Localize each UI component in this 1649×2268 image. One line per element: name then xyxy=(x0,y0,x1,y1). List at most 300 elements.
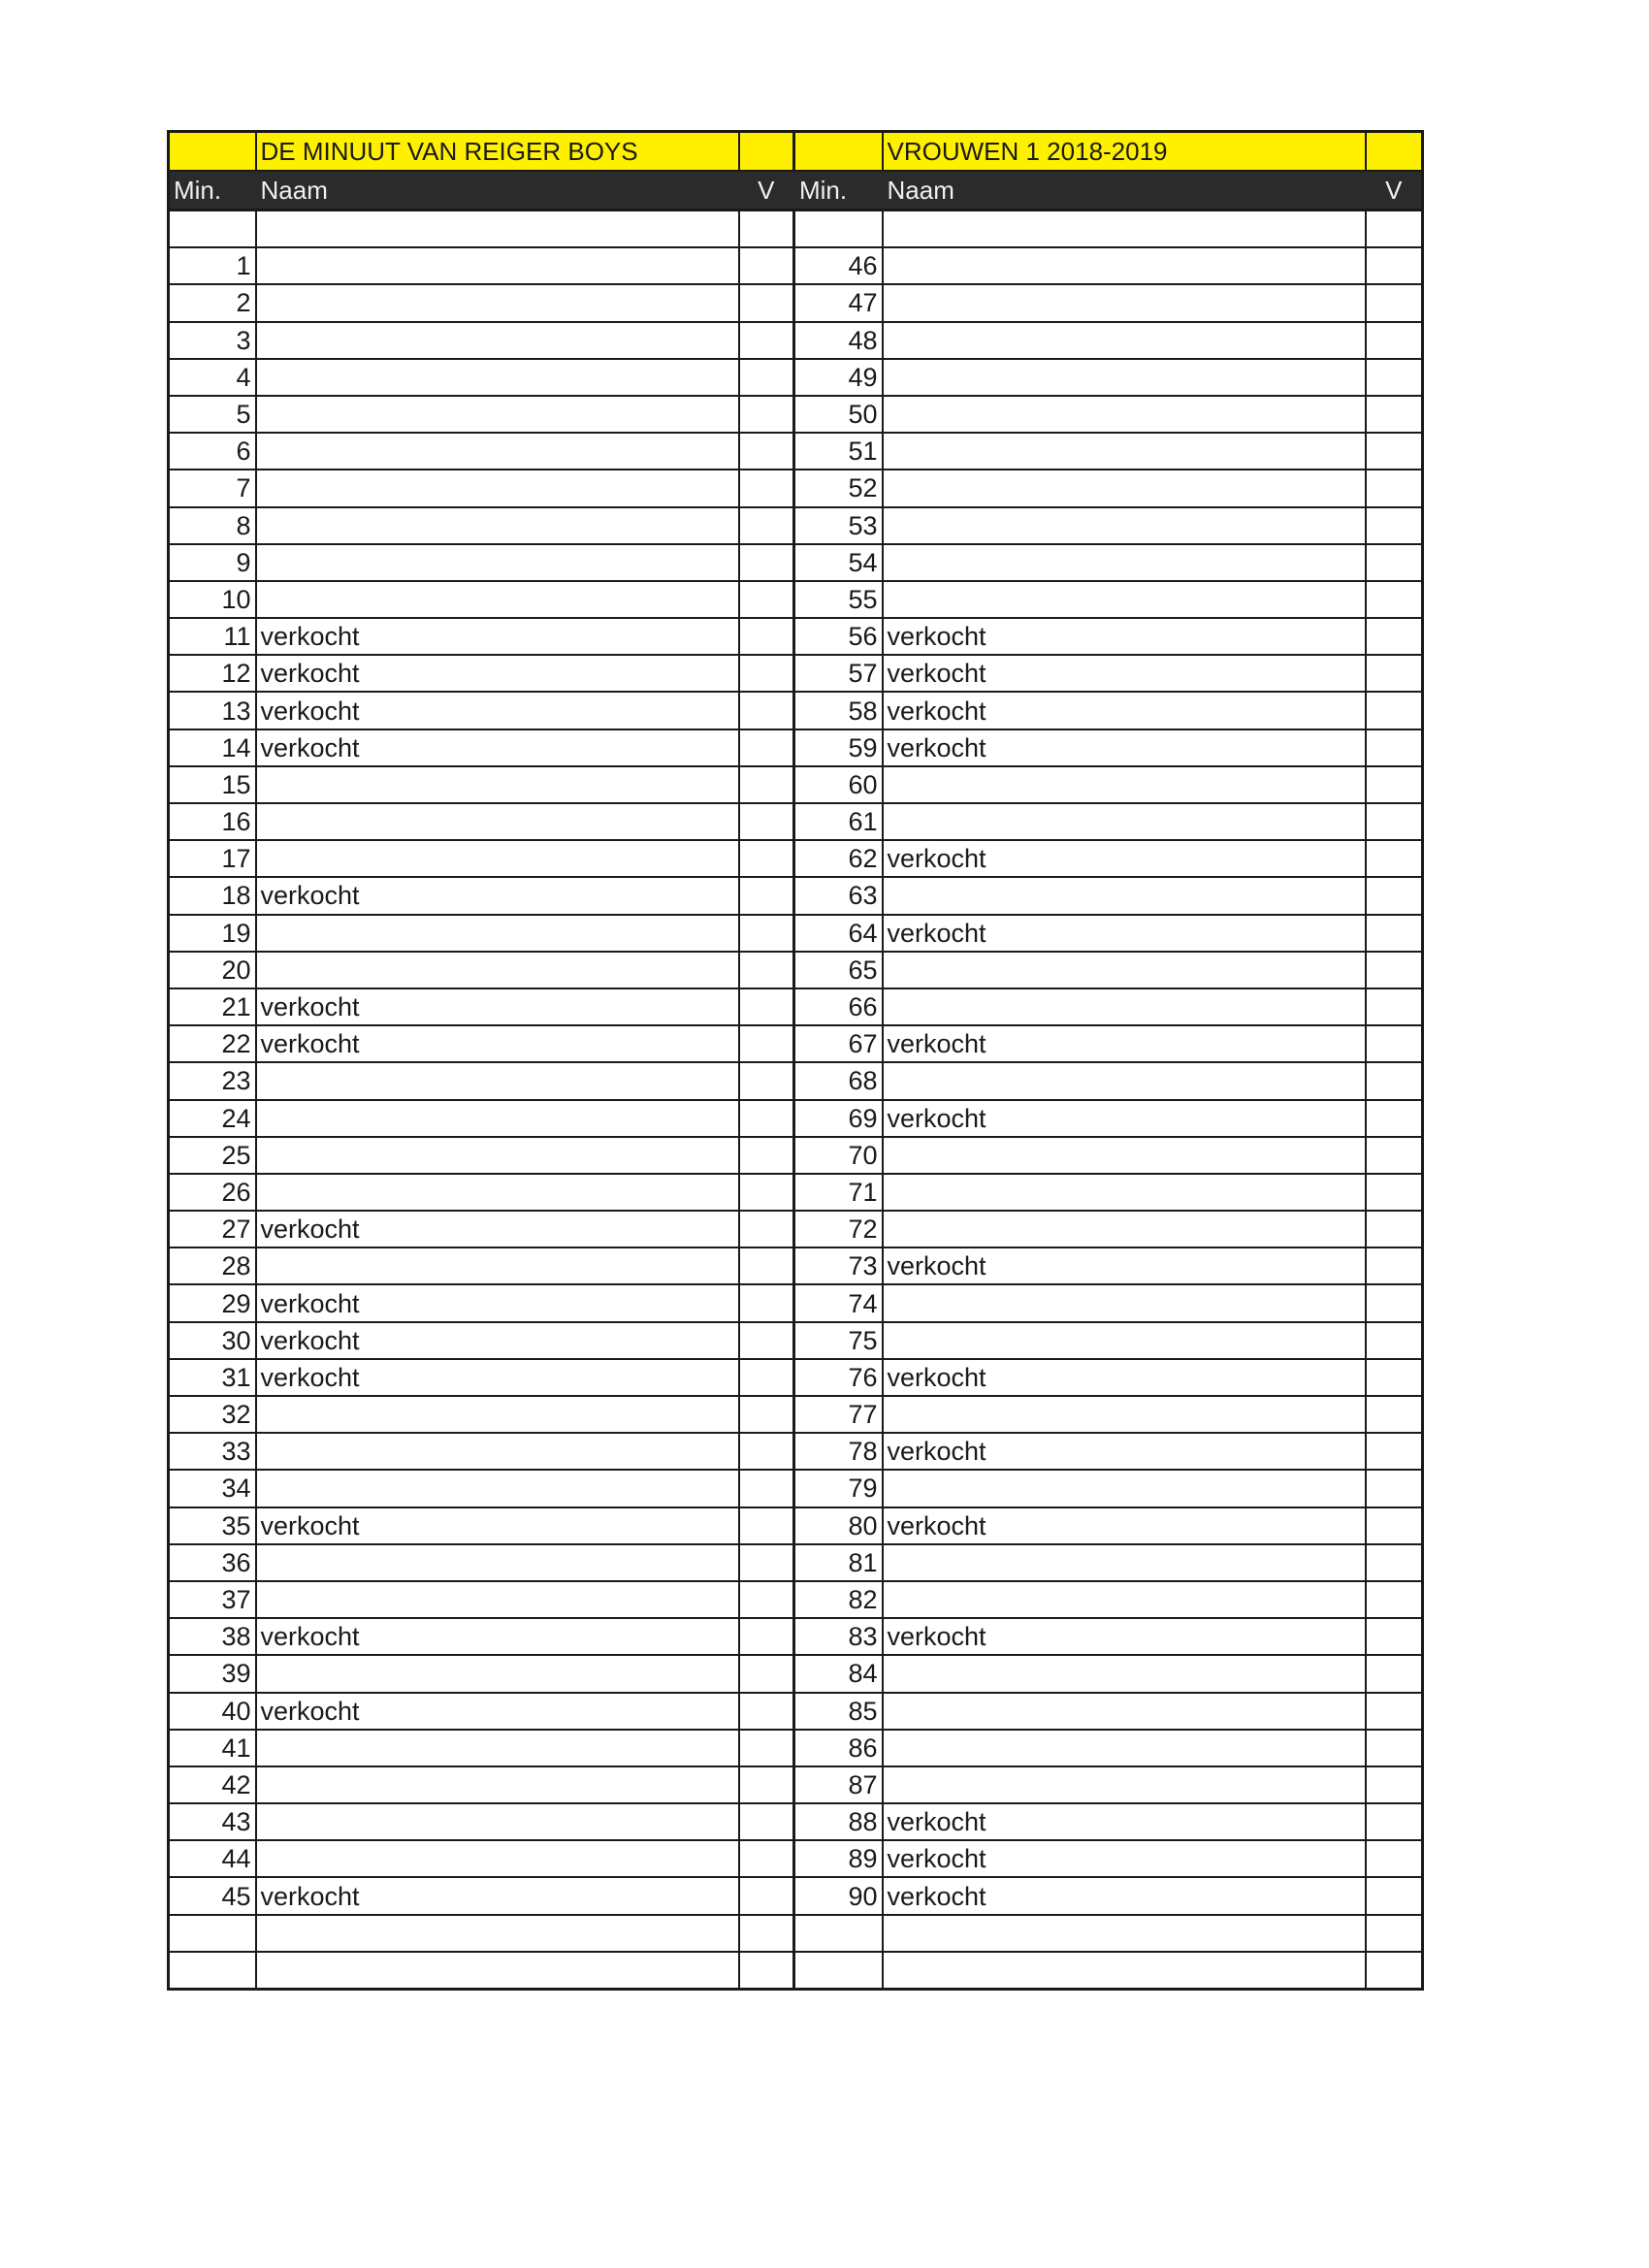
right-v-cell xyxy=(1366,1730,1423,1766)
left-v-cell xyxy=(739,1915,794,1952)
right-min-cell: 73 xyxy=(794,1247,883,1284)
table-row xyxy=(169,1877,1423,1914)
right-min-cell: 70 xyxy=(794,1137,883,1174)
left-v-cell xyxy=(739,1247,794,1284)
right-v-cell xyxy=(1366,1062,1423,1099)
column-header-row xyxy=(169,171,1423,211)
left-min-cell: 7 xyxy=(169,470,256,506)
right-min-cell: 50 xyxy=(794,396,883,433)
left-naam-cell: verkocht xyxy=(256,1359,739,1396)
table-row xyxy=(169,952,1423,988)
left-v-cell xyxy=(739,1174,794,1211)
right-naam-cell xyxy=(883,803,1366,840)
left-v-cell xyxy=(739,915,794,952)
right-naam-cell xyxy=(883,952,1366,988)
table-row xyxy=(169,1840,1423,1877)
left-min-cell: 2 xyxy=(169,284,256,321)
right-naam-cell xyxy=(883,211,1366,248)
table-row xyxy=(169,1025,1423,1062)
right-naam-cell: verkocht xyxy=(883,915,1366,952)
table-row xyxy=(169,581,1423,618)
left-min-cell xyxy=(169,1952,256,1990)
table-row xyxy=(169,766,1423,803)
table-row xyxy=(169,433,1423,470)
left-naam-cell xyxy=(256,247,739,284)
left-min-cell: 25 xyxy=(169,1137,256,1174)
right-naam-cell: verkocht xyxy=(883,1507,1366,1544)
table-row xyxy=(169,544,1423,581)
left-naam-cell xyxy=(256,433,739,470)
right-naam-cell: verkocht xyxy=(883,840,1366,877)
left-min-cell: 38 xyxy=(169,1618,256,1655)
left-naam-cell xyxy=(256,1247,739,1284)
left-naam-cell xyxy=(256,1840,739,1877)
right-min-cell: 78 xyxy=(794,1433,883,1470)
left-v-cell xyxy=(739,544,794,581)
left-min-cell: 29 xyxy=(169,1284,256,1321)
left-min-cell: 14 xyxy=(169,729,256,766)
left-naam-cell xyxy=(256,1915,739,1952)
left-naam-cell: verkocht xyxy=(256,618,739,655)
left-naam-header: Naam xyxy=(256,171,739,211)
left-min-cell: 39 xyxy=(169,1655,256,1692)
title-blank-right xyxy=(794,132,883,172)
left-v-cell xyxy=(739,1655,794,1692)
right-naam-cell xyxy=(883,1284,1366,1321)
left-min-cell: 35 xyxy=(169,1507,256,1544)
right-v-cell xyxy=(1366,284,1423,321)
table-row xyxy=(169,1359,1423,1396)
right-v-cell xyxy=(1366,1470,1423,1507)
left-naam-cell xyxy=(256,1803,739,1840)
right-v-cell xyxy=(1366,952,1423,988)
right-v-cell xyxy=(1366,1359,1423,1396)
right-min-cell: 90 xyxy=(794,1877,883,1914)
title-blank-right-v xyxy=(1366,132,1423,172)
table-row xyxy=(169,211,1423,248)
right-min-cell: 57 xyxy=(794,655,883,692)
left-naam-cell xyxy=(256,470,739,506)
left-min-cell: 11 xyxy=(169,618,256,655)
right-min-cell: 80 xyxy=(794,1507,883,1544)
table-row xyxy=(169,1284,1423,1321)
right-naam-cell: verkocht xyxy=(883,729,1366,766)
table-row xyxy=(169,1693,1423,1730)
right-v-cell xyxy=(1366,766,1423,803)
right-naam-cell xyxy=(883,247,1366,284)
left-v-cell xyxy=(739,1359,794,1396)
table-row xyxy=(169,284,1423,321)
right-v-cell xyxy=(1366,433,1423,470)
left-naam-cell xyxy=(256,507,739,544)
right-v-cell xyxy=(1366,692,1423,729)
left-min-cell: 5 xyxy=(169,396,256,433)
left-v-cell xyxy=(739,433,794,470)
left-min-cell: 18 xyxy=(169,877,256,914)
right-min-cell: 61 xyxy=(794,803,883,840)
left-v-cell xyxy=(739,470,794,506)
table-row xyxy=(169,1174,1423,1211)
right-min-cell: 68 xyxy=(794,1062,883,1099)
right-min-cell xyxy=(794,1915,883,1952)
left-min-cell xyxy=(169,211,256,248)
left-min-cell: 36 xyxy=(169,1544,256,1581)
left-naam-cell xyxy=(256,1433,739,1470)
left-min-cell: 1 xyxy=(169,247,256,284)
left-naam-cell xyxy=(256,766,739,803)
right-v-cell xyxy=(1366,1247,1423,1284)
right-min-cell: 79 xyxy=(794,1470,883,1507)
right-v-cell xyxy=(1366,322,1423,359)
right-v-cell xyxy=(1366,618,1423,655)
left-v-cell xyxy=(739,1137,794,1174)
left-min-cell: 20 xyxy=(169,952,256,988)
left-min-cell: 22 xyxy=(169,1025,256,1062)
left-v-cell xyxy=(739,618,794,655)
left-v-cell xyxy=(739,1100,794,1137)
table-row xyxy=(169,359,1423,396)
table-row xyxy=(169,1137,1423,1174)
left-v-cell xyxy=(739,1062,794,1099)
right-min-cell: 63 xyxy=(794,877,883,914)
right-min-header: Min. xyxy=(794,171,883,211)
table-row xyxy=(169,988,1423,1025)
table-row xyxy=(169,1766,1423,1803)
right-v-cell xyxy=(1366,1211,1423,1247)
left-min-cell: 30 xyxy=(169,1322,256,1359)
left-v-cell xyxy=(739,1544,794,1581)
right-naam-cell xyxy=(883,1730,1366,1766)
right-v-cell xyxy=(1366,247,1423,284)
right-v-cell xyxy=(1366,729,1423,766)
right-v-cell xyxy=(1366,1877,1423,1914)
left-v-cell xyxy=(739,1322,794,1359)
left-naam-cell: verkocht xyxy=(256,729,739,766)
right-v-cell xyxy=(1366,1137,1423,1174)
left-naam-cell: verkocht xyxy=(256,1877,739,1914)
right-min-cell: 54 xyxy=(794,544,883,581)
left-min-cell: 34 xyxy=(169,1470,256,1507)
right-min-cell: 74 xyxy=(794,1284,883,1321)
right-min-cell: 53 xyxy=(794,507,883,544)
right-naam-cell: verkocht xyxy=(883,618,1366,655)
left-naam-cell xyxy=(256,1174,739,1211)
left-v-cell xyxy=(739,1766,794,1803)
left-v-cell xyxy=(739,1803,794,1840)
left-min-cell: 19 xyxy=(169,915,256,952)
left-v-cell xyxy=(739,322,794,359)
right-min-cell: 66 xyxy=(794,988,883,1025)
right-naam-cell: verkocht xyxy=(883,1618,1366,1655)
left-naam-cell xyxy=(256,1544,739,1581)
table-row xyxy=(169,1730,1423,1766)
right-min-cell: 52 xyxy=(794,470,883,506)
right-min-cell: 47 xyxy=(794,284,883,321)
left-min-header: Min. xyxy=(169,171,256,211)
left-naam-cell: verkocht xyxy=(256,1693,739,1730)
right-v-cell xyxy=(1366,581,1423,618)
right-v-cell xyxy=(1366,1618,1423,1655)
left-v-cell xyxy=(739,1877,794,1914)
right-naam-cell xyxy=(883,1581,1366,1618)
table-row xyxy=(169,1655,1423,1692)
right-naam-cell xyxy=(883,544,1366,581)
minute-rows xyxy=(169,211,1423,1990)
right-naam-cell xyxy=(883,1915,1366,1952)
right-naam-cell xyxy=(883,470,1366,506)
right-naam-cell xyxy=(883,581,1366,618)
left-naam-cell xyxy=(256,1581,739,1618)
table-row xyxy=(169,1952,1423,1990)
left-naam-cell: verkocht xyxy=(256,1322,739,1359)
right-naam-cell xyxy=(883,322,1366,359)
left-v-cell xyxy=(739,1581,794,1618)
left-min-cell: 32 xyxy=(169,1396,256,1433)
left-naam-cell xyxy=(256,803,739,840)
left-v-header: V xyxy=(739,171,794,211)
left-naam-cell xyxy=(256,1655,739,1692)
table-row xyxy=(169,1100,1423,1137)
right-min-cell: 51 xyxy=(794,433,883,470)
left-naam-cell xyxy=(256,396,739,433)
left-naam-cell xyxy=(256,840,739,877)
right-v-cell xyxy=(1366,877,1423,914)
right-v-cell xyxy=(1366,1174,1423,1211)
right-min-cell: 77 xyxy=(794,1396,883,1433)
left-v-cell xyxy=(739,1693,794,1730)
right-naam-cell: verkocht xyxy=(883,692,1366,729)
right-v-cell xyxy=(1366,1693,1423,1730)
left-min-cell: 17 xyxy=(169,840,256,877)
right-naam-cell xyxy=(883,1470,1366,1507)
left-naam-cell xyxy=(256,284,739,321)
right-min-cell: 58 xyxy=(794,692,883,729)
right-naam-cell xyxy=(883,1396,1366,1433)
left-min-cell: 41 xyxy=(169,1730,256,1766)
right-naam-cell: verkocht xyxy=(883,1247,1366,1284)
right-naam-cell: verkocht xyxy=(883,655,1366,692)
left-min-cell: 21 xyxy=(169,988,256,1025)
left-min-cell: 9 xyxy=(169,544,256,581)
right-min-cell: 81 xyxy=(794,1544,883,1581)
left-v-cell xyxy=(739,581,794,618)
left-v-cell xyxy=(739,766,794,803)
right-naam-cell xyxy=(883,1211,1366,1247)
left-naam-cell xyxy=(256,544,739,581)
left-min-cell: 33 xyxy=(169,1433,256,1470)
table-row xyxy=(169,1433,1423,1470)
left-min-cell: 40 xyxy=(169,1693,256,1730)
right-v-cell xyxy=(1366,1433,1423,1470)
left-v-cell xyxy=(739,359,794,396)
left-naam-cell xyxy=(256,1137,739,1174)
table-row xyxy=(169,1803,1423,1840)
right-v-cell xyxy=(1366,1915,1423,1952)
table-row xyxy=(169,1915,1423,1952)
left-v-cell xyxy=(739,1433,794,1470)
left-naam-cell xyxy=(256,1100,739,1137)
left-v-cell xyxy=(739,284,794,321)
minute-sheet-table xyxy=(167,130,1424,1991)
left-naam-cell xyxy=(256,915,739,952)
right-v-cell xyxy=(1366,988,1423,1025)
right-naam-cell: verkocht xyxy=(883,1100,1366,1137)
left-min-cell: 24 xyxy=(169,1100,256,1137)
right-naam-cell xyxy=(883,1693,1366,1730)
left-naam-cell xyxy=(256,1062,739,1099)
right-v-cell xyxy=(1366,840,1423,877)
left-v-cell xyxy=(739,803,794,840)
table-row xyxy=(169,1062,1423,1099)
left-v-cell xyxy=(739,396,794,433)
right-naam-cell xyxy=(883,1766,1366,1803)
right-naam-cell xyxy=(883,766,1366,803)
left-naam-cell xyxy=(256,1470,739,1507)
left-naam-cell xyxy=(256,359,739,396)
right-v-cell xyxy=(1366,1766,1423,1803)
left-min-cell: 12 xyxy=(169,655,256,692)
left-naam-cell xyxy=(256,1396,739,1433)
right-min-cell xyxy=(794,1952,883,1990)
right-min-cell: 65 xyxy=(794,952,883,988)
right-min-cell: 60 xyxy=(794,766,883,803)
left-v-cell xyxy=(739,1211,794,1247)
right-v-header: V xyxy=(1366,171,1423,211)
right-min-cell: 46 xyxy=(794,247,883,284)
right-v-cell xyxy=(1366,1544,1423,1581)
right-min-cell xyxy=(794,211,883,248)
right-naam-cell xyxy=(883,359,1366,396)
table-row xyxy=(169,803,1423,840)
left-min-cell: 28 xyxy=(169,1247,256,1284)
left-min-cell: 4 xyxy=(169,359,256,396)
left-naam-cell: verkocht xyxy=(256,1284,739,1321)
left-v-cell xyxy=(739,988,794,1025)
left-v-cell xyxy=(739,1730,794,1766)
left-min-cell xyxy=(169,1915,256,1952)
left-min-cell: 31 xyxy=(169,1359,256,1396)
right-naam-cell: verkocht xyxy=(883,1803,1366,1840)
right-v-cell xyxy=(1366,1840,1423,1877)
right-v-cell xyxy=(1366,1322,1423,1359)
left-min-cell: 26 xyxy=(169,1174,256,1211)
right-v-cell xyxy=(1366,1803,1423,1840)
right-min-cell: 71 xyxy=(794,1174,883,1211)
left-v-cell xyxy=(739,1396,794,1433)
right-v-cell xyxy=(1366,359,1423,396)
table-row xyxy=(169,692,1423,729)
right-naam-cell xyxy=(883,396,1366,433)
right-v-cell xyxy=(1366,211,1423,248)
table-row xyxy=(169,507,1423,544)
right-naam-cell xyxy=(883,1174,1366,1211)
title-blank-left-v xyxy=(739,132,794,172)
left-naam-cell xyxy=(256,1766,739,1803)
right-naam-cell: verkocht xyxy=(883,1433,1366,1470)
right-naam-cell: verkocht xyxy=(883,1025,1366,1062)
left-naam-cell xyxy=(256,1730,739,1766)
right-min-cell: 48 xyxy=(794,322,883,359)
table-row xyxy=(169,1618,1423,1655)
left-naam-cell xyxy=(256,952,739,988)
right-naam-cell xyxy=(883,1544,1366,1581)
left-naam-cell xyxy=(256,581,739,618)
table-row xyxy=(169,1507,1423,1544)
left-v-cell xyxy=(739,840,794,877)
right-naam-cell xyxy=(883,1655,1366,1692)
right-v-cell xyxy=(1366,1025,1423,1062)
right-naam-header: Naam xyxy=(883,171,1366,211)
right-naam-cell xyxy=(883,507,1366,544)
table-row xyxy=(169,877,1423,914)
right-min-cell: 88 xyxy=(794,1803,883,1840)
left-naam-cell: verkocht xyxy=(256,1507,739,1544)
right-naam-cell xyxy=(883,433,1366,470)
left-v-cell xyxy=(739,1507,794,1544)
left-min-cell: 42 xyxy=(169,1766,256,1803)
right-v-cell xyxy=(1366,507,1423,544)
left-naam-cell xyxy=(256,211,739,248)
left-v-cell xyxy=(739,211,794,248)
right-v-cell xyxy=(1366,1952,1423,1990)
table-row xyxy=(169,1581,1423,1618)
table-row xyxy=(169,470,1423,506)
left-v-cell xyxy=(739,1470,794,1507)
left-min-cell: 27 xyxy=(169,1211,256,1247)
left-v-cell xyxy=(739,507,794,544)
left-naam-cell: verkocht xyxy=(256,692,739,729)
left-v-cell xyxy=(739,1284,794,1321)
left-naam-cell: verkocht xyxy=(256,1025,739,1062)
left-v-cell xyxy=(739,655,794,692)
table-row xyxy=(169,1322,1423,1359)
left-v-cell xyxy=(739,1952,794,1990)
table-row xyxy=(169,1544,1423,1581)
left-min-cell: 15 xyxy=(169,766,256,803)
right-min-cell: 84 xyxy=(794,1655,883,1692)
left-min-cell: 10 xyxy=(169,581,256,618)
left-v-cell xyxy=(739,1025,794,1062)
right-min-cell: 67 xyxy=(794,1025,883,1062)
right-naam-cell: verkocht xyxy=(883,1840,1366,1877)
right-min-cell: 59 xyxy=(794,729,883,766)
left-min-cell: 44 xyxy=(169,1840,256,1877)
right-v-cell xyxy=(1366,1284,1423,1321)
right-naam-cell: verkocht xyxy=(883,1877,1366,1914)
right-v-cell xyxy=(1366,470,1423,506)
table-row xyxy=(169,840,1423,877)
right-min-cell: 69 xyxy=(794,1100,883,1137)
left-min-cell: 45 xyxy=(169,1877,256,1914)
table-row xyxy=(169,247,1423,284)
left-min-cell: 16 xyxy=(169,803,256,840)
left-v-cell xyxy=(739,692,794,729)
table-row xyxy=(169,915,1423,952)
table-row xyxy=(169,1247,1423,1284)
right-min-cell: 89 xyxy=(794,1840,883,1877)
table-row xyxy=(169,1396,1423,1433)
right-v-cell xyxy=(1366,544,1423,581)
right-min-cell: 75 xyxy=(794,1322,883,1359)
left-v-cell xyxy=(739,877,794,914)
right-v-cell xyxy=(1366,803,1423,840)
left-min-cell: 43 xyxy=(169,1803,256,1840)
left-v-cell xyxy=(739,952,794,988)
right-naam-cell xyxy=(883,877,1366,914)
left-min-cell: 8 xyxy=(169,507,256,544)
right-min-cell: 76 xyxy=(794,1359,883,1396)
left-v-cell xyxy=(739,247,794,284)
